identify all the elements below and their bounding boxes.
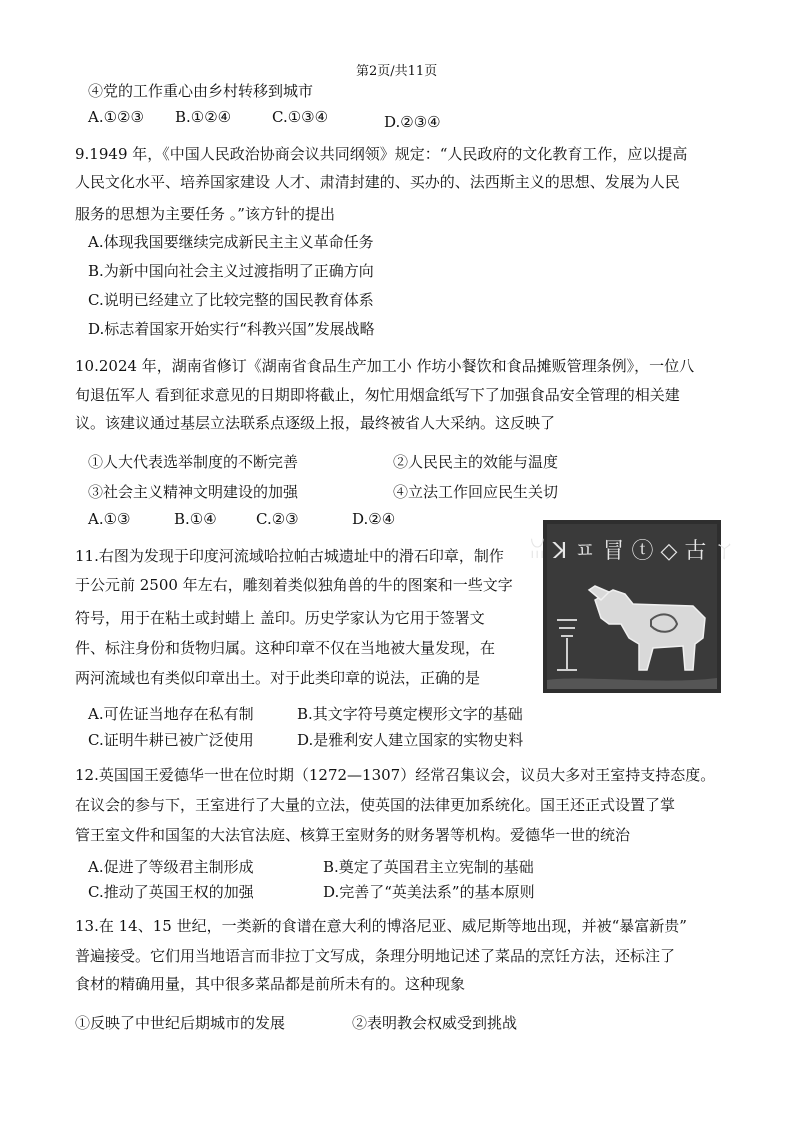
q12-stem-line-2: 在议会的参与下，王室进行了大量的立法，使英国的法律更加系统化。国王还正式设置了掌 [75,796,676,814]
page-number: 第2页/共11页 [356,64,438,79]
q12-option-b: B.奠定了英国君主立宪制的基础 [323,858,534,876]
q10-stem-line-3: 议。该建议通过基层立法联系点逐级上报，最终被省人大采纳。这反映了 [75,414,556,432]
q10-stem-line-2: 旬退伍军人 看到征求意见的日期即将截止，匆忙用烟盒纸写下了加强食品安全管理的相关建 [75,386,680,404]
q9-option-c: C.说明已经建立了比较完整的国民教育体系 [88,291,374,309]
q11-option-c: C.证明牛耕已被广泛使用 [88,731,254,749]
q9-stem-line-1: 9.1949 年，《中国人民政治协商会议共同纲领》规定：“人民政府的文化教育工作，应以提高 [75,145,688,163]
q13-stem-line-3: 食材的精确用量，其中很多菜品都是前所未有的。这种现象 [75,975,466,993]
q13-stem-line-2: 普遍接受。它们用当地语言而非拉丁文写成，条理分明地记述了菜品的烹饪方法，还标注了 [75,947,676,965]
q11-option-b: B.其文字符号奠定楔形文字的基础 [297,705,523,723]
q10-option-a: A.①③ [88,510,131,528]
q11-stem-line-2: 于公元前 2500 年左右，雕刻着类似独角兽的牛的图案和一些文字 [75,576,513,594]
q10-item-2: ②人民民主的效能与温度 [393,453,559,471]
q13-stem-line-1: 13.在 14、15 世纪，一类新的食谱在意大利的博洛尼亚、威尼斯等地出现，并被“暴富新贵” [75,917,687,935]
q11-stem-line-3: 符号，用于在粘土或封蜡上 盖印。历史学家认为它用于签署文 [75,609,485,627]
q9-stem-line-3: 服务的思想为主要任务 。”该方针的提出 [75,205,335,223]
q8-option-c: C.①③④ [272,108,329,126]
q8-option-a: A.①②③ [88,108,144,126]
q12-stem-line-1: 12.英国国王爱德华一世在位时期（1272—1307）经常召集议会，议员大多对王室持支持态度。 [75,766,716,784]
q12-stem-line-3: 管王室文件和国玺的大法官法庭、核算王室财务的财务署等机构。爱德华一世的统治 [75,826,631,844]
q10-option-d: D.②④ [352,510,396,528]
q9-stem-line-2: 人民文化水平、培养国家建设 人才、肃清封建的、买办的、法西斯主义的思想、发展为人民 [75,173,680,191]
seal-drawing [528,520,736,693]
q11-option-a: A.可佐证当地存在私有制 [88,705,254,723]
q9-option-b: B.为新中国向社会主义过渡指明了正确方向 [88,262,374,280]
q10-option-b: B.①④ [174,510,217,528]
q10-option-c: C.②③ [256,510,299,528]
q10-stem-line-1: 10.2024 年，湖南省修订《湖南省食品生产加工小 作坊小餐饮和食品摊贩管理条例》，一位八 [75,357,695,375]
q12-option-a: A.促进了等级君主制形成 [88,858,254,876]
q12-option-d: D.完善了“英美法系”的基本原则 [323,883,535,901]
q9-option-a: A.体现我国要继续完成新民主主义革命任务 [88,233,374,251]
harappan-seal-image [528,520,736,693]
q8-item-4: ④党的工作重心由乡村转移到城市 [88,82,314,100]
q12-option-c: C.推动了英国王权的加强 [88,883,254,901]
q11-stem-line-1: 11.右图为发现于印度河流域哈拉帕古城遗址中的滑石印章，制作 [75,547,504,565]
q13-item-1: ①反映了中世纪后期城市的发展 [75,1014,286,1032]
q13-item-2: ②表明教会权威受到挑战 [352,1014,518,1032]
q10-item-4: ④立法工作回应民生关切 [393,483,559,501]
q8-option-b: B.①②④ [175,108,232,126]
q8-option-d: D.②③④ [384,113,441,131]
q10-item-3: ③社会主义精神文明建设的加强 [88,483,299,501]
seal-script-glyphs: ꈍ ꓘ ㅍ 冒 ⓣ ◇ 古 ㄚ [528,539,736,564]
q11-stem-line-5: 两河流域也有类似印章出土。对于此类印章的说法，正确的是 [75,669,481,687]
q10-item-1: ①人大代表选举制度的不断完善 [88,453,299,471]
q11-option-d: D.是雅利安人建立国家的实物史料 [297,731,524,749]
q11-stem-line-4: 件、标注身份和货物归属。这种印章不仅在当地被大量发现，在 [75,639,496,657]
q9-option-d: D.标志着国家开始实行“科教兴国”发展战略 [88,320,375,338]
